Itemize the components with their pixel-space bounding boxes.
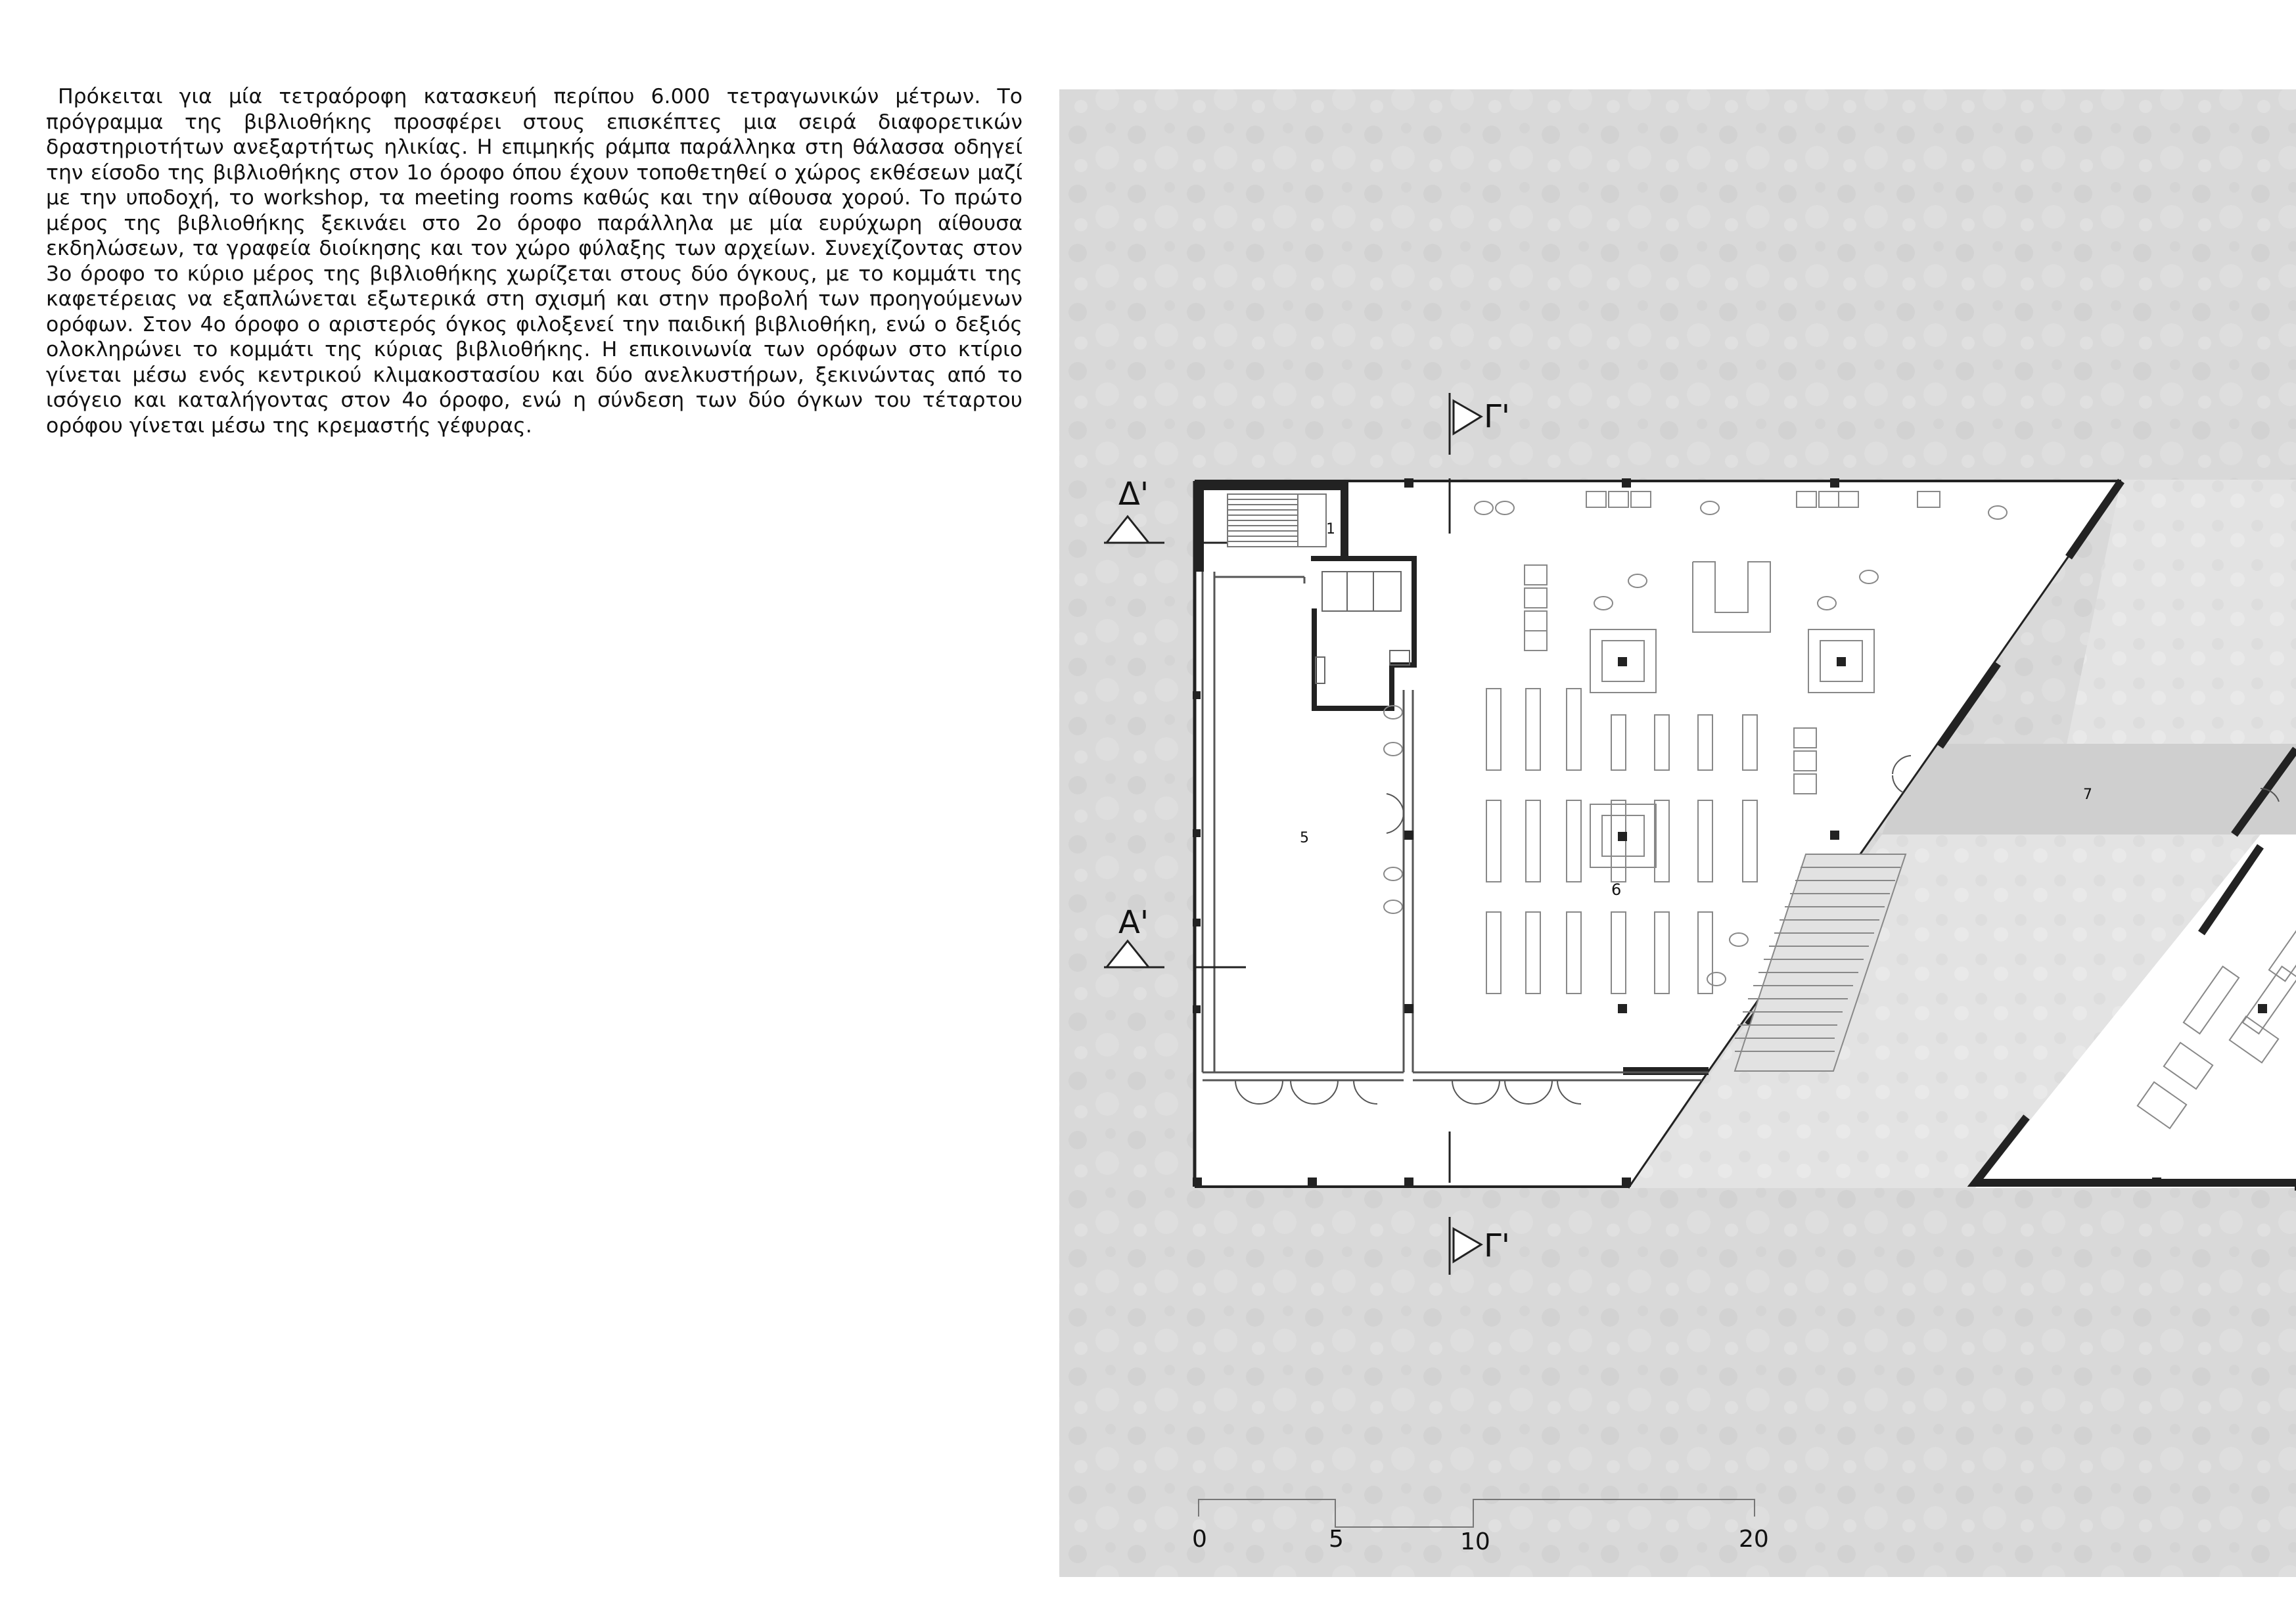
section-label-alpha: Α' bbox=[1118, 904, 1149, 941]
room-number-1: 1 bbox=[1326, 521, 1335, 537]
room-number-5: 5 bbox=[1300, 830, 1309, 846]
section-label-gamma-top: Γ' bbox=[1484, 398, 1510, 435]
project-description: Πρόκειται για μία τετραόροφη κατασκευή περίπου 6.000 τετραγωνικών μέτρων. Το πρόγραμμα της βιβλιοθήκης προσφέρει στους επισκέπτες μια σειρά διαφορετικών δραστηριοτήτων ανεξαρτήτως ηλικίας. Η επιμηκής ράμπα παράλληκα στη θάλασσα οδηγεί την είσοδο της βιβλιοθήκης στον 1ο όροφο όπου έχουν τοποθετηθεί ο χώρος εκθέσεων μαζί με την υποδοχή, το workshop, τα meeting rooms καθώς και την αίθουσα χορού. Το πρώτο μέρος της βιβλιοθήκης ξεκινάει στο 2ο όροφο παράλληλα με μία ευρύχωρη αίθουσα εκδηλώσεων, τα γραφεία διοίκησης και τον χώρο φύλαξης των αρχείων. Συνεχίζοντας στον 3ο όροφο το κύριο μέρος της βιβλιοθήκης χωρίζεται στους δύο όγκους, με το κομμάτι της καφετέρειας να εξαπλώνεται εξωτερικά στη σχισμή και στην προβολή των προηγούμενων ορόφων. Στον 4ο όροφο ο αριστερός όγκος φιλοξενεί την παιδική βιβλιοθήκη, ενώ ο δεξιός ολοκληρώνει το κομμάτι της κύριας βιβλιοθήκης. Η επικοινωνία των ορόφων στο κτίριο γίνεται μέσω ενός κεντρικού κλιμακοστασίου και δύο ανελκυστήρων, ξεκινώντας από το ισόγειο και καταλήγοντας στον 4ο όροφο, ενώ η σύνδεση των δύο όγκων του τέταρτου ορόφου γίνεται μέσω της κρεμαστής γέφυρας. bbox=[46, 85, 1022, 438]
scale-tick-0: 0 bbox=[1192, 1526, 1207, 1553]
section-label-gamma-bottom: Γ' bbox=[1484, 1227, 1510, 1264]
room-number-6: 6 bbox=[1611, 880, 1622, 899]
main-stair bbox=[1228, 494, 1326, 547]
scale-tick-20: 20 bbox=[1739, 1526, 1769, 1553]
scale-tick-10: 10 bbox=[1460, 1528, 1490, 1555]
room-number-7: 7 bbox=[2083, 787, 2092, 803]
section-label-delta: Δ' bbox=[1118, 476, 1149, 513]
scale-tick-5: 5 bbox=[1329, 1526, 1344, 1553]
